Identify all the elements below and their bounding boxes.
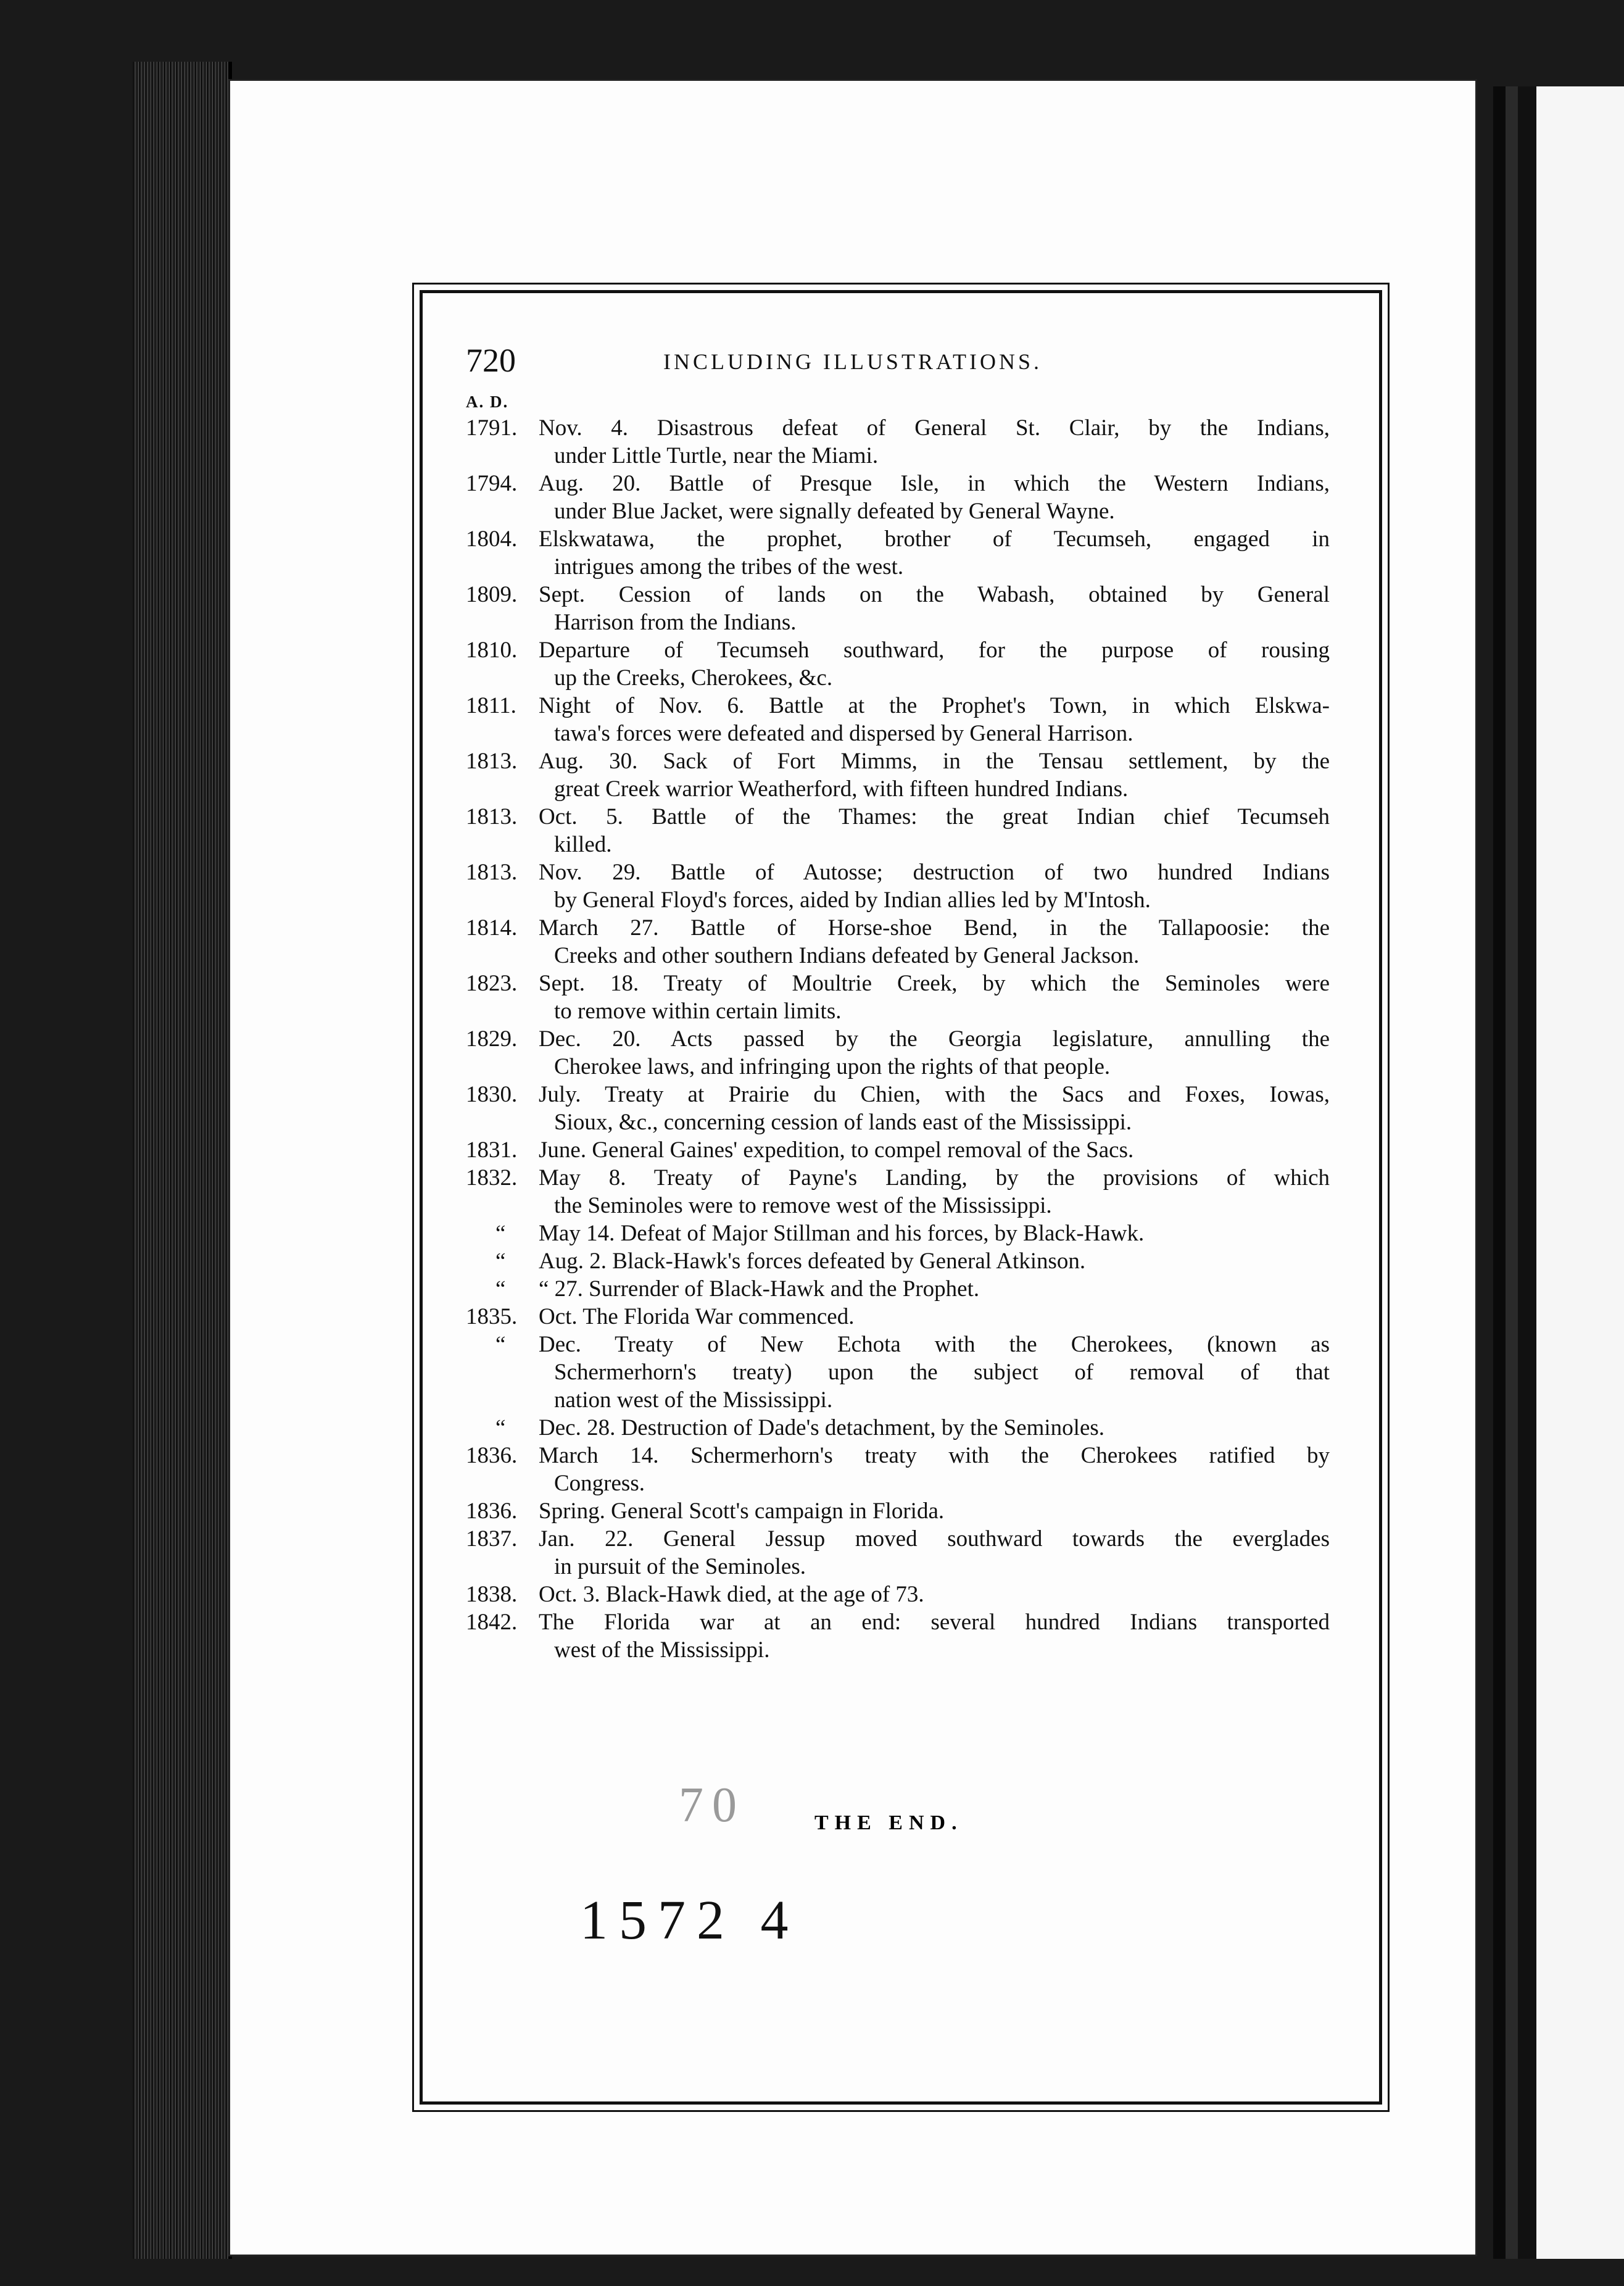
chronology-entry xyxy=(466,1414,1330,1442)
chronology-entry xyxy=(466,1608,1330,1664)
entry-text: Sept. Cession of lands on the Wabash, obtained by General xyxy=(539,582,1330,607)
entry-continuation: killed. xyxy=(554,832,612,857)
entry-year: “ xyxy=(495,1249,506,1274)
entry-continuation: by General Floyd's forces, aided by Indian allies led by M'Intosh. xyxy=(554,887,1151,913)
entry-year: 1829. xyxy=(466,1026,518,1052)
entry-year: “ xyxy=(495,1332,506,1357)
entry-text: Oct. 3. Black-Hawk died, at the age of 73. xyxy=(539,1582,924,1607)
entry-continuation: under Little Turtle, near the Miami. xyxy=(554,443,879,468)
chronology-entry xyxy=(466,970,1330,1025)
chronology-entry xyxy=(466,1497,1330,1525)
entry-text: March 27. Battle of Horse-shoe Bend, in the Tallapoosie: the xyxy=(539,915,1330,941)
entry-text: June. General Gaines' expedition, to compel removal of the Sacs. xyxy=(539,1137,1134,1163)
entry-continuation: nation west of the Mississippi. xyxy=(554,1387,833,1413)
entry-year: 1794. xyxy=(466,471,518,496)
chronology-entry xyxy=(466,581,1330,636)
entry-text: Aug. 2. Black-Hawk's forces defeated by General Atkinson. xyxy=(539,1249,1086,1274)
running-title: INCLUDING ILLUSTRATIONS. xyxy=(663,349,1042,374)
entry-text: Departure of Tecumseh southward, for the purpose of rousing xyxy=(539,638,1330,663)
entry-text: “ 27. Surrender of Black-Hawk and the Prophet. xyxy=(539,1276,980,1302)
entry-year: 1811. xyxy=(466,693,516,718)
entry-text: May 14. Defeat of Major Stillman and his forces, by Black-Hawk. xyxy=(539,1221,1145,1246)
chronology-entry xyxy=(466,525,1330,581)
the-end-label: THE END. xyxy=(814,1811,963,1834)
entry-year: 1835. xyxy=(466,1304,518,1329)
entry-year: 1791. xyxy=(466,415,518,441)
entry-year: 1823. xyxy=(466,971,518,996)
chronology-entry xyxy=(466,747,1330,803)
chronology-entry xyxy=(466,414,1330,470)
entry-year: 1810. xyxy=(466,638,518,663)
entry-year: 1814. xyxy=(466,915,518,941)
entry-year: 1836. xyxy=(466,1443,518,1468)
entry-text: Aug. 20. Battle of Presque Isle, in which the Western Indians, xyxy=(539,471,1330,496)
entry-continuation: Sioux, &c., concerning cession of lands east of the Mississippi. xyxy=(554,1110,1132,1135)
library-stamp-number: 1572 4 xyxy=(580,1890,800,1951)
entry-year: 1804. xyxy=(466,526,518,552)
entry-year: 1813. xyxy=(466,804,518,829)
entry-text: Dec. 20. Acts passed by the Georgia legislature, annulling the xyxy=(539,1026,1330,1052)
entry-text: Oct. 5. Battle of the Thames: the great Indian chief Tecumseh xyxy=(539,804,1330,829)
pencil-mark: 70 xyxy=(679,1778,745,1832)
entry-continuation: to remove within certain limits. xyxy=(554,999,842,1024)
entry-year: “ xyxy=(495,1276,506,1302)
chronology-entry xyxy=(466,1081,1330,1136)
entry-continuation: intrigues among the tribes of the west. xyxy=(554,554,904,580)
entry-continuation: great Creek warrior Weatherford, with fifteen hundred Indians. xyxy=(554,776,1129,802)
entry-text: The Florida war at an end: several hundred Indians transported xyxy=(539,1610,1330,1635)
chronology-entry xyxy=(466,1220,1330,1247)
entry-text: Elskwatawa, the prophet, brother of Tecumseh, engaged in xyxy=(539,526,1330,552)
chronology-entry xyxy=(466,1303,1330,1331)
entry-year: 1813. xyxy=(466,749,518,774)
entry-text: March 14. Schermerhorn's treaty with the Cherokees ratified by xyxy=(539,1443,1330,1468)
entry-text: July. Treaty at Prairie du Chien, with the Sacs and Foxes, Iowas, xyxy=(539,1082,1330,1107)
entry-continuation: up the Creeks, Cherokees, &c. xyxy=(554,665,833,691)
page-header xyxy=(466,336,1330,389)
entry-year: “ xyxy=(495,1415,506,1440)
entry-text: Dec. Treaty of New Echota with the Cherokees, (known as xyxy=(539,1332,1330,1357)
ad-label: A. D. xyxy=(466,393,509,411)
chronology-list xyxy=(466,414,1330,1664)
entry-continuation: tawa's forces were defeated and dispersed by General Harrison. xyxy=(554,721,1133,746)
entry-text: Night of Nov. 6. Battle at the Prophet's Town, in which Elskwa- xyxy=(539,693,1330,718)
chronology-entry xyxy=(466,858,1330,914)
entry-text: Sept. 18. Treaty of Moultrie Creek, by which the Seminoles were xyxy=(539,971,1330,996)
chronology-entry xyxy=(466,1025,1330,1081)
entry-year: 1836. xyxy=(466,1498,518,1524)
entry-continuation: the Seminoles were to remove west of the Mississippi. xyxy=(554,1193,1052,1218)
entry-year: 1842. xyxy=(466,1610,518,1635)
entry-continuation: Creeks and other southern Indians defeated by General Jackson. xyxy=(554,943,1140,968)
chronology-entry xyxy=(466,1275,1330,1303)
entry-text: Dec. 28. Destruction of Dade's detachment, by the Seminoles. xyxy=(539,1415,1105,1440)
entry-year: 1837. xyxy=(466,1526,518,1552)
chronology-entry xyxy=(466,914,1330,970)
page-number: 720 xyxy=(466,342,516,379)
facing-page-edge xyxy=(1493,86,1624,2259)
entry-text: Aug. 30. Sack of Fort Mimms, in the Tensau settlement, by the xyxy=(539,749,1330,774)
chronology-entry xyxy=(466,692,1330,747)
entry-continuation: Harrison from the Indians. xyxy=(554,610,797,635)
chronology-entry xyxy=(466,1331,1330,1414)
chronology-entry xyxy=(466,1164,1330,1220)
entry-text: Nov. 4. Disastrous defeat of General St. Clair, by the Indians, xyxy=(539,415,1330,441)
entry-continuation: Congress. xyxy=(554,1471,645,1496)
entry-text: May 8. Treaty of Payne's Landing, by the provisions of which xyxy=(539,1165,1330,1191)
chronology-entry xyxy=(466,1442,1330,1497)
chronology-entry xyxy=(466,1136,1330,1164)
entry-continuation: Cherokee laws, and infringing upon the rights of that people. xyxy=(554,1054,1111,1079)
entry-year: 1831. xyxy=(466,1137,518,1163)
entry-continuation: Schermerhorn's treaty) upon the subject of removal of that xyxy=(554,1360,1330,1385)
entry-year: 1809. xyxy=(466,582,518,607)
book-spine-edge xyxy=(133,62,232,2259)
page-content xyxy=(466,336,1330,1664)
entry-year: 1832. xyxy=(466,1165,518,1191)
entry-text: Nov. 29. Battle of Autosse; destruction of two hundred Indians xyxy=(539,860,1330,885)
entry-text: Jan. 22. General Jessup moved southward towards the everglades xyxy=(539,1526,1330,1552)
entry-text: Oct. The Florida War commenced. xyxy=(539,1304,855,1329)
entry-year: 1838. xyxy=(466,1582,518,1607)
entry-year: 1813. xyxy=(466,860,518,885)
chronology-entry xyxy=(466,1581,1330,1608)
chronology-entry xyxy=(466,470,1330,525)
entry-text: Spring. General Scott's campaign in Florida. xyxy=(539,1498,945,1524)
entry-continuation: under Blue Jacket, were signally defeated by General Wayne. xyxy=(554,499,1115,524)
chronology-entry xyxy=(466,636,1330,692)
entry-year: 1830. xyxy=(466,1082,518,1107)
chronology-entry xyxy=(466,803,1330,858)
entry-continuation: in pursuit of the Seminoles. xyxy=(554,1554,806,1579)
chronology-entry xyxy=(466,1525,1330,1581)
entry-year: “ xyxy=(495,1221,506,1246)
chronology-entry xyxy=(466,1247,1330,1275)
entry-continuation: west of the Mississippi. xyxy=(554,1637,770,1663)
